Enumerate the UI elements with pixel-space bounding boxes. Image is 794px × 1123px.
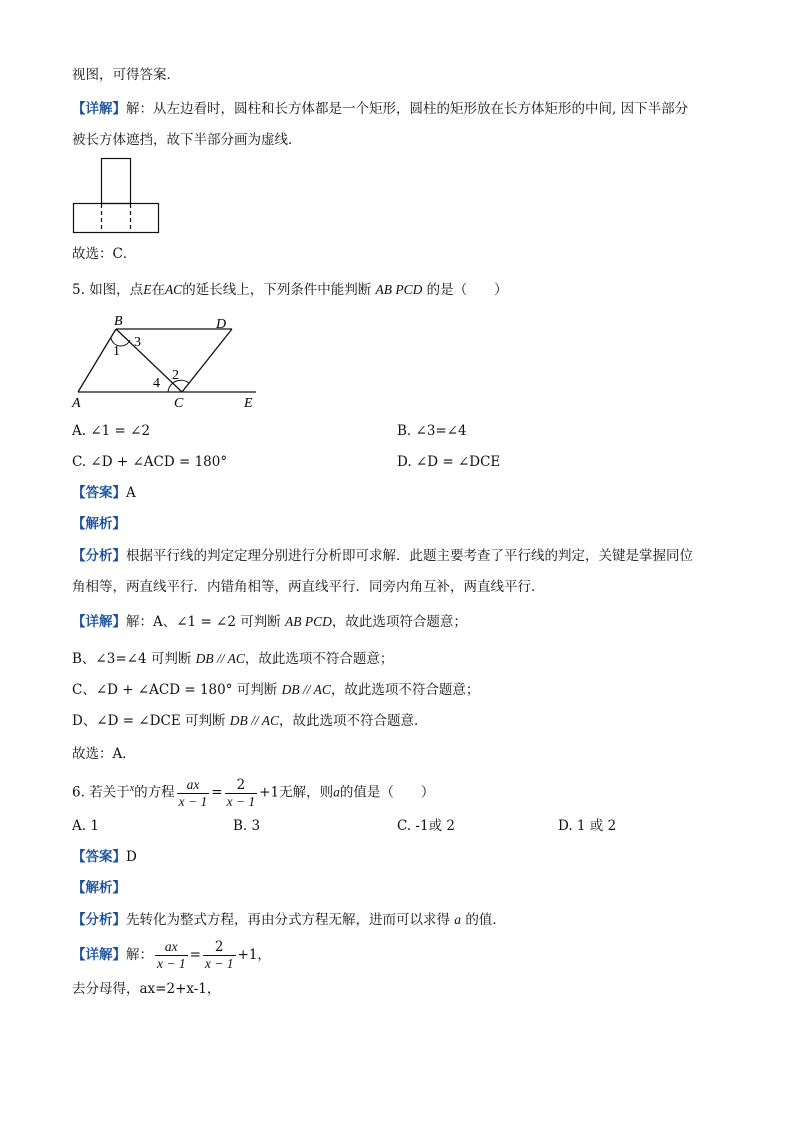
q6-option-a: A. 1 [72,818,99,834]
detail-line-2: 被长方体遮挡，故下半部分画为虚线． [72,132,302,148]
choice-line: 故选：C． [72,246,137,262]
fraction-2: $\frac{2}{x - 1}$ [226,776,256,809]
q5-option-b: B. ∠3=∠4 [397,423,467,439]
label-angle-4: 4 [153,376,160,391]
label-E: E [244,396,253,410]
q5-analysis-tag: 【解析】 [72,516,126,532]
q6-option-b: B. 3 [233,818,261,834]
text-line-1: 视图，可得答案． [72,67,180,83]
detail-fraction-ax: $\frac{ax}{x - 1}$ [157,939,186,971]
q5-answer: 【答案】A [72,485,136,501]
detail-fraction-2: $\frac{2}{x - 1}$ [204,939,234,971]
q5-detail-line-4: D、∠D = ∠DCE 可判断 DB // AC，故此选项不符合题意． [72,713,428,729]
q6-last-line: 去分母得，ax=2+x-1， [72,981,221,997]
fraction-ax: $\frac{ax}{x - 1}$ [178,776,208,809]
label-B: B [114,314,123,329]
q5-option-d: D. ∠D = ∠DCE [397,454,501,470]
label-angle-2: 2 [172,368,179,383]
question-6: 6. 若关于$^x$的方程 $\frac{ax}{x - 1}$ = $\frac{2}{x - 1}$ +1无解，则a的值是（ ） [72,776,435,809]
label-A: A [72,396,81,410]
q5-final: 故选：A． [72,746,136,762]
question-5: 5. 如图，点E在AC的延长线上，下列条件中能判断 AB PCD 的是（ ） [72,282,508,298]
q6-option-d: D. 1 或 2 [558,818,617,834]
q6-fenxi: 【分析】先转化为整式方程，再由分式方程无解，进而可以求得 a 的值． [72,912,506,928]
q5-detail-line-1: 【详解】解：A、∠1 = ∠2 可判断 AB PCD，故此选项符合题意； [72,614,467,630]
q6-detail: 【详解】解： $\frac{ax}{x - 1}$ = $\frac{2}{x - 1}$ +1， [72,939,271,971]
detail-tag: 【详解】 [72,101,126,117]
detail-line-1: 【详解】解：从左边看时，圆柱和长方体都是一个矩形，圆柱的矩形放在长方体矩形的中间, 因下半部分 [72,101,689,117]
q5-option-a: A. ∠1 = ∠2 [72,423,151,439]
q6-answer: 【答案】D [72,849,137,865]
label-angle-1: 1 [113,344,120,359]
label-angle-3: 3 [134,335,141,350]
q5-fenxi-line-2: 角相等，两直线平行．内错角相等，两直线平行．同旁内角互补，两直线平行． [72,579,545,595]
q5-fenxi-line-1: 【分析】根据平行线的判定定理分别进行分析即可求解．此题主要考查了平行线的判定，关键是掌握同位 [72,548,693,564]
label-D: D [216,317,227,332]
label-C: C [174,396,184,410]
q6-option-c: C. -1或 2 [397,818,455,834]
q5-option-c: C. ∠D + ∠ACD = 180° [72,454,228,470]
q5-detail-line-3: C、∠D + ∠ACD = 180° 可判断 DB // AC，故此选项不符合题意； [72,682,480,698]
parallelogram-figure [70,312,270,410]
left-view-figure [72,157,162,235]
q6-analysis-tag: 【解析】 [72,880,126,896]
q5-detail-line-2: B、∠3=∠4 可判断 DB // AC，故此选项不符合题意； [72,651,394,667]
